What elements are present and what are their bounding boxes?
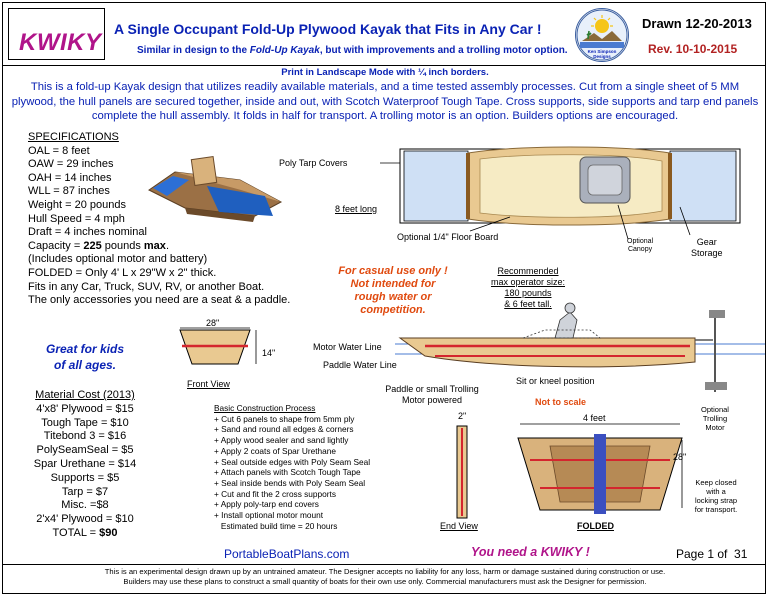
motor-waterline-label: Motor Water Line (313, 342, 382, 352)
cost-line: Supports = $5 (50, 471, 120, 484)
cost-line: 2'x4' Plywood = $10 (36, 513, 134, 526)
spec-line: WLL = 87 inches (28, 185, 110, 198)
folded-label: FOLDED (577, 521, 614, 531)
designer-seal-logo (575, 8, 629, 62)
spec-line: Weight = 20 pounds (28, 198, 126, 211)
front-view-height: 14" (262, 348, 276, 358)
spec-line: Draft = 4 inches nominal (28, 226, 147, 239)
end-view-width: 2" (458, 411, 467, 421)
front-view-width: 28" (206, 318, 220, 328)
spec-line: OAH = 14 inches (28, 171, 112, 184)
canopy-label: Optional Canopy (627, 238, 654, 253)
spec-line: FOLDED = Only 4' L x 29"W x 2" thick. (28, 266, 217, 279)
operator-size-note: Recommended max operator size: 180 pounds & 6 feet tall. (490, 266, 566, 309)
process-step: + Cut 6 panels to shape from 5mm ply (214, 413, 355, 424)
process-step: + Install optional motor mount (214, 510, 324, 521)
end-view-diagram (452, 420, 472, 520)
not-to-scale-label: Not to scale (535, 397, 587, 407)
front-view-label: Front View (187, 379, 230, 389)
trolling-motor-label: Optional Trolling Motor (701, 405, 729, 432)
cost-total: TOTAL = $90 (52, 526, 118, 539)
you-need-kwiky: You need a KWIKY ! (471, 545, 590, 559)
process-step: + Cut and fit the 2 cross supports (214, 488, 336, 499)
process-step: + Apply poly-tarp end covers (214, 499, 319, 510)
gear-storage-label: Gear Storage (691, 237, 723, 258)
process-step: + Seal outside edges with Poly Seam Seal (214, 456, 371, 467)
kayak-photo-illustration (145, 150, 285, 235)
paddle-or-motor-label: Paddle or small Trolling Motor powered (385, 384, 479, 405)
cost-line: PolySeamSeal = $5 (36, 444, 134, 457)
floor-board-label: Optional 1/4" Floor Board (397, 232, 499, 242)
cost-line: Spar Urethane = $14 (33, 457, 137, 470)
process-step: + Sand and round all edges & corners (214, 424, 354, 435)
material-cost-block (30, 389, 140, 541)
cost-line: Misc. =$8 (61, 499, 109, 512)
seal-text-designs: Designs (593, 54, 611, 59)
kids-tagline: Great for kids of all ages. (45, 342, 125, 372)
page-number: Page 1 of 31 (676, 547, 748, 561)
website-link[interactable]: PortableBoatPlans.com (224, 547, 350, 561)
print-note: Print in Landscape Mode with ¼ inch borders. (281, 67, 489, 78)
cost-line: Titebond 3 = $16 (43, 430, 127, 443)
process-step: + Attach panels with Scotch Tough Tape (214, 467, 361, 478)
cost-line: 4'x8' Plywood = $15 (36, 402, 134, 415)
process-step: + Apply 2 coats of Spar Urethane (214, 445, 336, 456)
kwiky-logo: KWIKY (19, 29, 102, 56)
folded-height: 28" (673, 452, 687, 462)
cost-line: Tough Tape = $10 (41, 416, 129, 429)
spec-line: Hull Speed = 4 mph (28, 212, 125, 225)
drawn-date: Drawn 12-20-2013 (642, 16, 752, 31)
revision-date: Rev. 10-10-2015 (648, 42, 738, 56)
spec-line: OAL = 8 feet (28, 144, 90, 157)
end-view-label: End View (440, 521, 478, 531)
page-title: A Single Occupant Fold-Up Plywood Kayak that Fits in Any Car ! (114, 21, 542, 37)
poly-tarp-label: Poly Tarp Covers (279, 158, 348, 168)
sit-kneel-label: Sit or kneel position (516, 376, 595, 386)
material-cost-heading: Material Cost (2013) (35, 389, 135, 401)
intro-paragraph: This is a fold-up Kayak design that utilizes readily available materials, and a time tested assembly processes. Cut from a single sheet of 5 MM plywood, the hull panels are secured together, inside and out, with Scotch Waterproof Tough Tape. Cross supports, side supports and tarp end panels complete the hull assembly. It folds in half for transport. A trolling motor is an option. Builders options are encouraged. (11, 81, 759, 122)
specifications-heading: SPECIFICATIONS (28, 131, 119, 143)
footer-divider (2, 564, 766, 565)
construction-process-block (214, 403, 370, 531)
process-step: + Apply wood sealer and sand lightly (214, 435, 349, 446)
cost-line: Tarp = $7 (61, 485, 109, 498)
spec-line: (Includes optional motor and battery) (28, 253, 208, 266)
folded-length: 4 feet (583, 413, 606, 423)
process-step: + Seal inside bends with Poly Seam Seal (214, 477, 366, 488)
spec-line: The only accessories you need are a seat & a paddle. (28, 294, 291, 307)
spec-line: OAW = 29 inches (28, 158, 114, 171)
disclaimer-footer: This is an experimental design drawn up by an untrained amateur. The Designer accepts no liability for any loss, harm or damage sustained during construction or use. Builders may use these plans to construct a small quantity of boats for their own use only. Commercial manufacturers must ask the Designer for permission. (104, 567, 666, 586)
logo-box (8, 8, 105, 60)
folded-diagram (510, 420, 690, 520)
process-step: Estimated build time = 20 hours (214, 520, 338, 531)
construction-process-heading: Basic Construction Process (214, 403, 316, 413)
spec-capacity: Capacity = 225 pounds max. (28, 239, 169, 252)
keep-closed-note: Keep closed with a locking strap for transport. (694, 478, 738, 514)
eight-feet-label: 8 feet long (335, 204, 378, 214)
page-subtitle: Similar in design to the Fold-Up Kayak, but with improvements and a trolling motor option. (137, 45, 568, 56)
seal-text-name: Ken Simpson (587, 49, 617, 54)
header-divider (2, 65, 766, 66)
casual-use-warning: For casual use only ! Not intended for rough water or competition. (338, 265, 448, 316)
paddle-waterline-label: Paddle Water Line (323, 360, 397, 370)
spec-line: Fits in any Car, Truck, SUV, RV, or another Boat. (28, 280, 265, 293)
